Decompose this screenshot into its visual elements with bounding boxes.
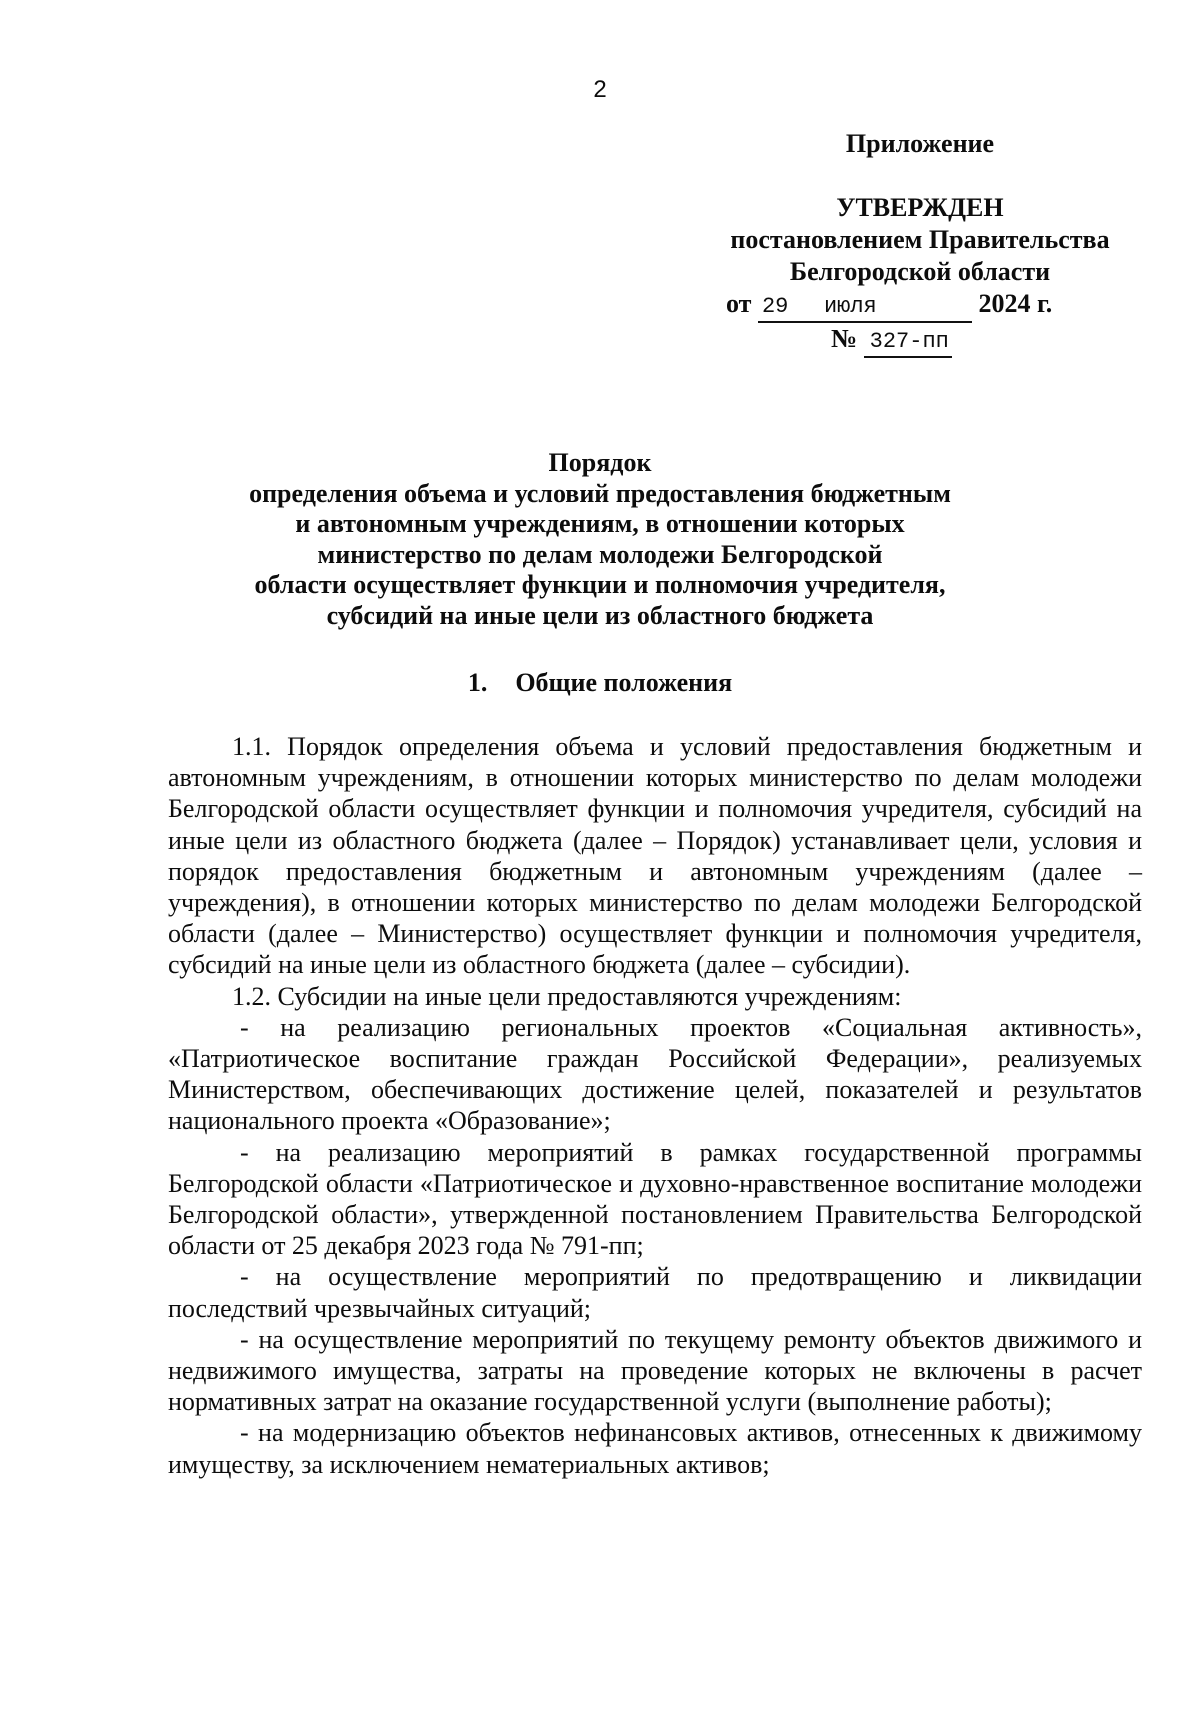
approval-number-line bbox=[700, 323, 1140, 358]
date-month: июля bbox=[820, 293, 972, 323]
approved-by-line: постановлением Правительства bbox=[730, 225, 1110, 254]
list-item: - на реализацию региональных проектов «Социальная активность», «Патриотическое воспитание граждан Российской Федерации», реализуемых Министерством, обеспечивающих достижение целей, показателей и результатов национального проекта «Образование»; bbox=[168, 1012, 1142, 1136]
list-item: - на модернизацию объектов нефинансовых активов, отнесенных к движимому имуществу, за исключением нематериальных активов; bbox=[168, 1418, 1142, 1479]
list-item: - на осуществление мероприятий по текущему ремонту объектов движимого и недвижимого имущества, затраты на проведение которых не включены в расчет нормативных затрат на оказание государственной услуги (выполнение работы); bbox=[168, 1324, 1142, 1417]
title-line: области осуществляет функции и полномочия учредителя, bbox=[254, 570, 946, 599]
list-item: - на реализацию мероприятий в рамках государственной программы Белгородской области «Патриотическое и духовно-нравственное воспитание молодежи Белгородской области», утвержденной постановлением Правительства Белгородской области от 25 декабря 2023 года № 791-пп; bbox=[168, 1137, 1142, 1261]
title-line: и автономным учреждениям, в отношении которых bbox=[295, 509, 905, 538]
date-prefix: от bbox=[726, 289, 752, 318]
title-line: определения объема и условий предоставления бюджетным bbox=[249, 478, 951, 508]
date-day: 29 bbox=[758, 293, 824, 323]
date-year: 2024 г. bbox=[978, 289, 1053, 318]
page-number: 2 bbox=[593, 76, 607, 103]
document-body bbox=[168, 731, 1142, 1480]
section-number: 1. bbox=[467, 668, 488, 697]
number-value: 327-пп bbox=[864, 328, 952, 358]
document-title bbox=[150, 448, 1050, 631]
title-line: Порядок bbox=[548, 448, 652, 477]
paragraph-1-1: 1.1. Порядок определения объема и условий предоставления бюджетным и автономным учреждениям, в отношении которых министерство по делам молодежи Белгородской области осуществляет функции и полномочия учредителя, субсидий на иные цели из областного бюджета (далее – Порядок) устанавливает цели, условия и порядок предоставления бюджетным и автономным учреждениям (далее – учреждения), в отношении которых министерство по делам молодежи Белгородской области (далее – Министерство) осуществляет функции и полномочия учредителя, субсидий на иные цели из областного бюджета (далее – субсидии). bbox=[168, 732, 1142, 980]
approval-date-line bbox=[700, 288, 1140, 323]
appendix-label: Приложение bbox=[845, 129, 995, 158]
title-line: субсидий на иные цели из областного бюджета bbox=[326, 600, 874, 630]
section-heading bbox=[150, 668, 1050, 698]
title-line: министерство по делам молодежи Белгородской bbox=[317, 539, 883, 569]
number-prefix: № bbox=[831, 324, 858, 353]
paragraph-1-2: 1.2. Субсидии на иные цели предоставляются учреждениям: bbox=[232, 981, 902, 1011]
approval-block bbox=[700, 128, 1140, 358]
approved-region-line: Белгородской области bbox=[789, 257, 1051, 286]
approved-label: УТВЕРЖДЕН bbox=[836, 193, 1004, 222]
section-title: Общие положения bbox=[515, 668, 733, 697]
list-item: - на осуществление мероприятий по предотвращению и ликвидации последствий чрезвычайных ситуаций; bbox=[168, 1262, 1142, 1323]
